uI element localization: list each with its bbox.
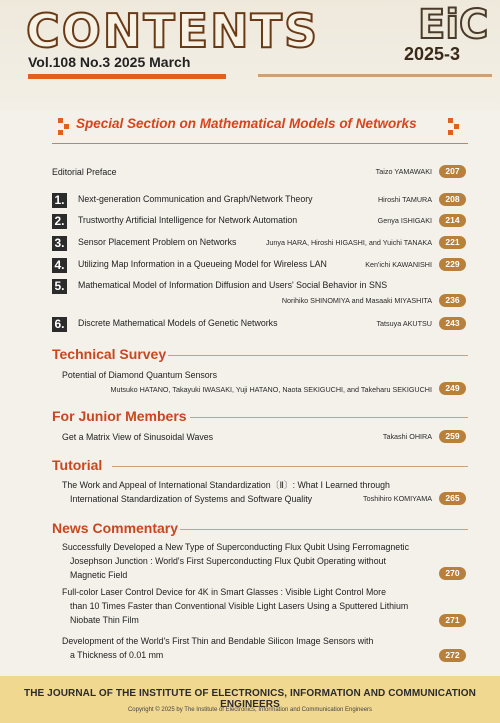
- entry-title-line: The Work and Appeal of International Standardization〔Ⅱ〕: What I Learned through: [62, 480, 390, 490]
- entry-title-line: Niobate Thin Film: [70, 615, 139, 625]
- page-badge: 249: [439, 382, 466, 395]
- volume-label: Vol.108 No.3 2025 March: [28, 54, 191, 70]
- entry-number: 1.: [52, 193, 67, 208]
- entry-number: 3.: [52, 236, 67, 251]
- entry-author: Tatsuya AKUTSU: [376, 319, 432, 328]
- entry-title: Discrete Mathematical Models of Genetic Networks: [78, 318, 278, 328]
- copyright-notice: Copyright © 2025 by The Institute of Electronics, Information and Communication Engineers: [127, 707, 373, 713]
- entry-author: Taizo YAMAWAKI: [375, 167, 432, 176]
- entry-title-line: Josephson Junction : World's First Superconducting Flux Qubit Operating without: [70, 556, 386, 566]
- section-rule: [52, 143, 468, 144]
- entry-title: Next-generation Communication and Graph/Network Theory: [78, 194, 313, 204]
- entry-number: 5.: [52, 279, 67, 294]
- entry-title-line: than 10 Times Faster than Conventional Visible Light Lasers Using a Sputtered Lithium: [70, 601, 409, 611]
- page-badge: 271: [439, 614, 466, 627]
- page-badge: 214: [439, 214, 466, 227]
- contents-title: CONTENTS: [26, 4, 320, 58]
- page-badge: 243: [439, 317, 466, 330]
- entry-number: 2.: [52, 214, 67, 229]
- deco-square: [448, 130, 453, 135]
- section-heading-tutorial: Tutorial: [52, 457, 103, 473]
- entry-author: Toshihiro KOMIYAMA: [363, 494, 432, 503]
- entry-title: Editorial Preface: [52, 167, 117, 177]
- page-badge: 270: [439, 567, 466, 580]
- page-badge: 229: [439, 258, 466, 271]
- entry-title: Get a Matrix View of Sinusoidal Waves: [62, 432, 214, 442]
- section-heading-technical-survey: Technical Survey: [52, 346, 167, 362]
- entry-title: Trustworthy Artificial Intelligence for Network Automation: [78, 215, 298, 225]
- deco-square: [454, 124, 459, 129]
- eic-logo: EiC: [418, 2, 489, 48]
- header-rule-right: [258, 74, 492, 77]
- section-rule: [190, 417, 468, 418]
- section-heading-junior: For Junior Members: [52, 408, 187, 424]
- page-badge: 272: [439, 649, 466, 662]
- section-rule: [168, 355, 468, 356]
- journal-name: THE JOURNAL OF THE INSTITUTE OF ELECTRONICS, INFORMATION AND COMMUNICATION ENGINEERS: [23, 688, 476, 710]
- entry-title-line: Magnetic Field: [70, 570, 128, 580]
- section-heading-news: News Commentary: [52, 520, 179, 536]
- deco-square: [58, 118, 63, 123]
- page-badge: 208: [439, 193, 466, 206]
- entry-author: Ken'ichi KAWANISHI: [365, 260, 432, 269]
- deco-square: [64, 124, 69, 129]
- section-rule: [180, 529, 468, 530]
- entry-title: Sensor Placement Problem on Networks: [78, 237, 237, 247]
- entry-title-line: International Standardization of Systems and Software Quality: [70, 494, 313, 504]
- entry-title: Mathematical Model of Information Diffusion and Users' Social Behavior in SNS: [78, 280, 388, 290]
- page-badge: 265: [439, 492, 466, 505]
- entry-author: Takashi OHIRA: [382, 432, 432, 441]
- issue-label: 2025-3: [404, 44, 461, 64]
- deco-square: [448, 118, 453, 123]
- entry-number: 4.: [52, 258, 67, 273]
- page-badge: 221: [439, 236, 466, 249]
- entry-author: Junya HARA, Hiroshi HIGASHI, and Yuichi TANAKA: [265, 238, 432, 247]
- entry-title-line: a Thickness of 0.01 mm: [70, 650, 164, 660]
- page-badge: 207: [439, 165, 466, 178]
- entry-number: 6.: [52, 317, 67, 332]
- entry-title-line: Full-color Laser Control Device for 4K in Smart Glasses : Visible Light Control More: [62, 587, 386, 597]
- entry-author: Genya ISHIGAKI: [377, 216, 432, 225]
- page-badge: 236: [439, 294, 466, 307]
- entry-author: Norihiko SHINOMIYA and Masaaki MIYASHITA: [281, 296, 432, 305]
- entry-author: Mutsuko HATANO, Takayuki IWASAKI, Yuji HATANO, Naota SEKIGUCHI, and Takeharu SEKIGUCHI: [110, 385, 432, 394]
- entry-title-line: Successfully Developed a New Type of Superconducting Flux Qubit Using Ferromagnetic: [62, 542, 410, 552]
- entry-author: Hiroshi TAMURA: [377, 195, 432, 204]
- deco-square: [58, 130, 63, 135]
- special-section-title: Special Section on Mathematical Models of Networks: [76, 116, 417, 131]
- entry-title-line: Development of the World's First Thin and Bendable Silicon Image Sensors with: [62, 636, 374, 646]
- section-rule: [112, 466, 468, 467]
- entry-title: Potential of Diamond Quantum Sensors: [62, 370, 218, 380]
- page-badge: 259: [439, 430, 466, 443]
- header-rule-left: [28, 74, 226, 79]
- entry-title: Utilizing Map Information in a Queueing Model for Wireless LAN: [78, 259, 327, 269]
